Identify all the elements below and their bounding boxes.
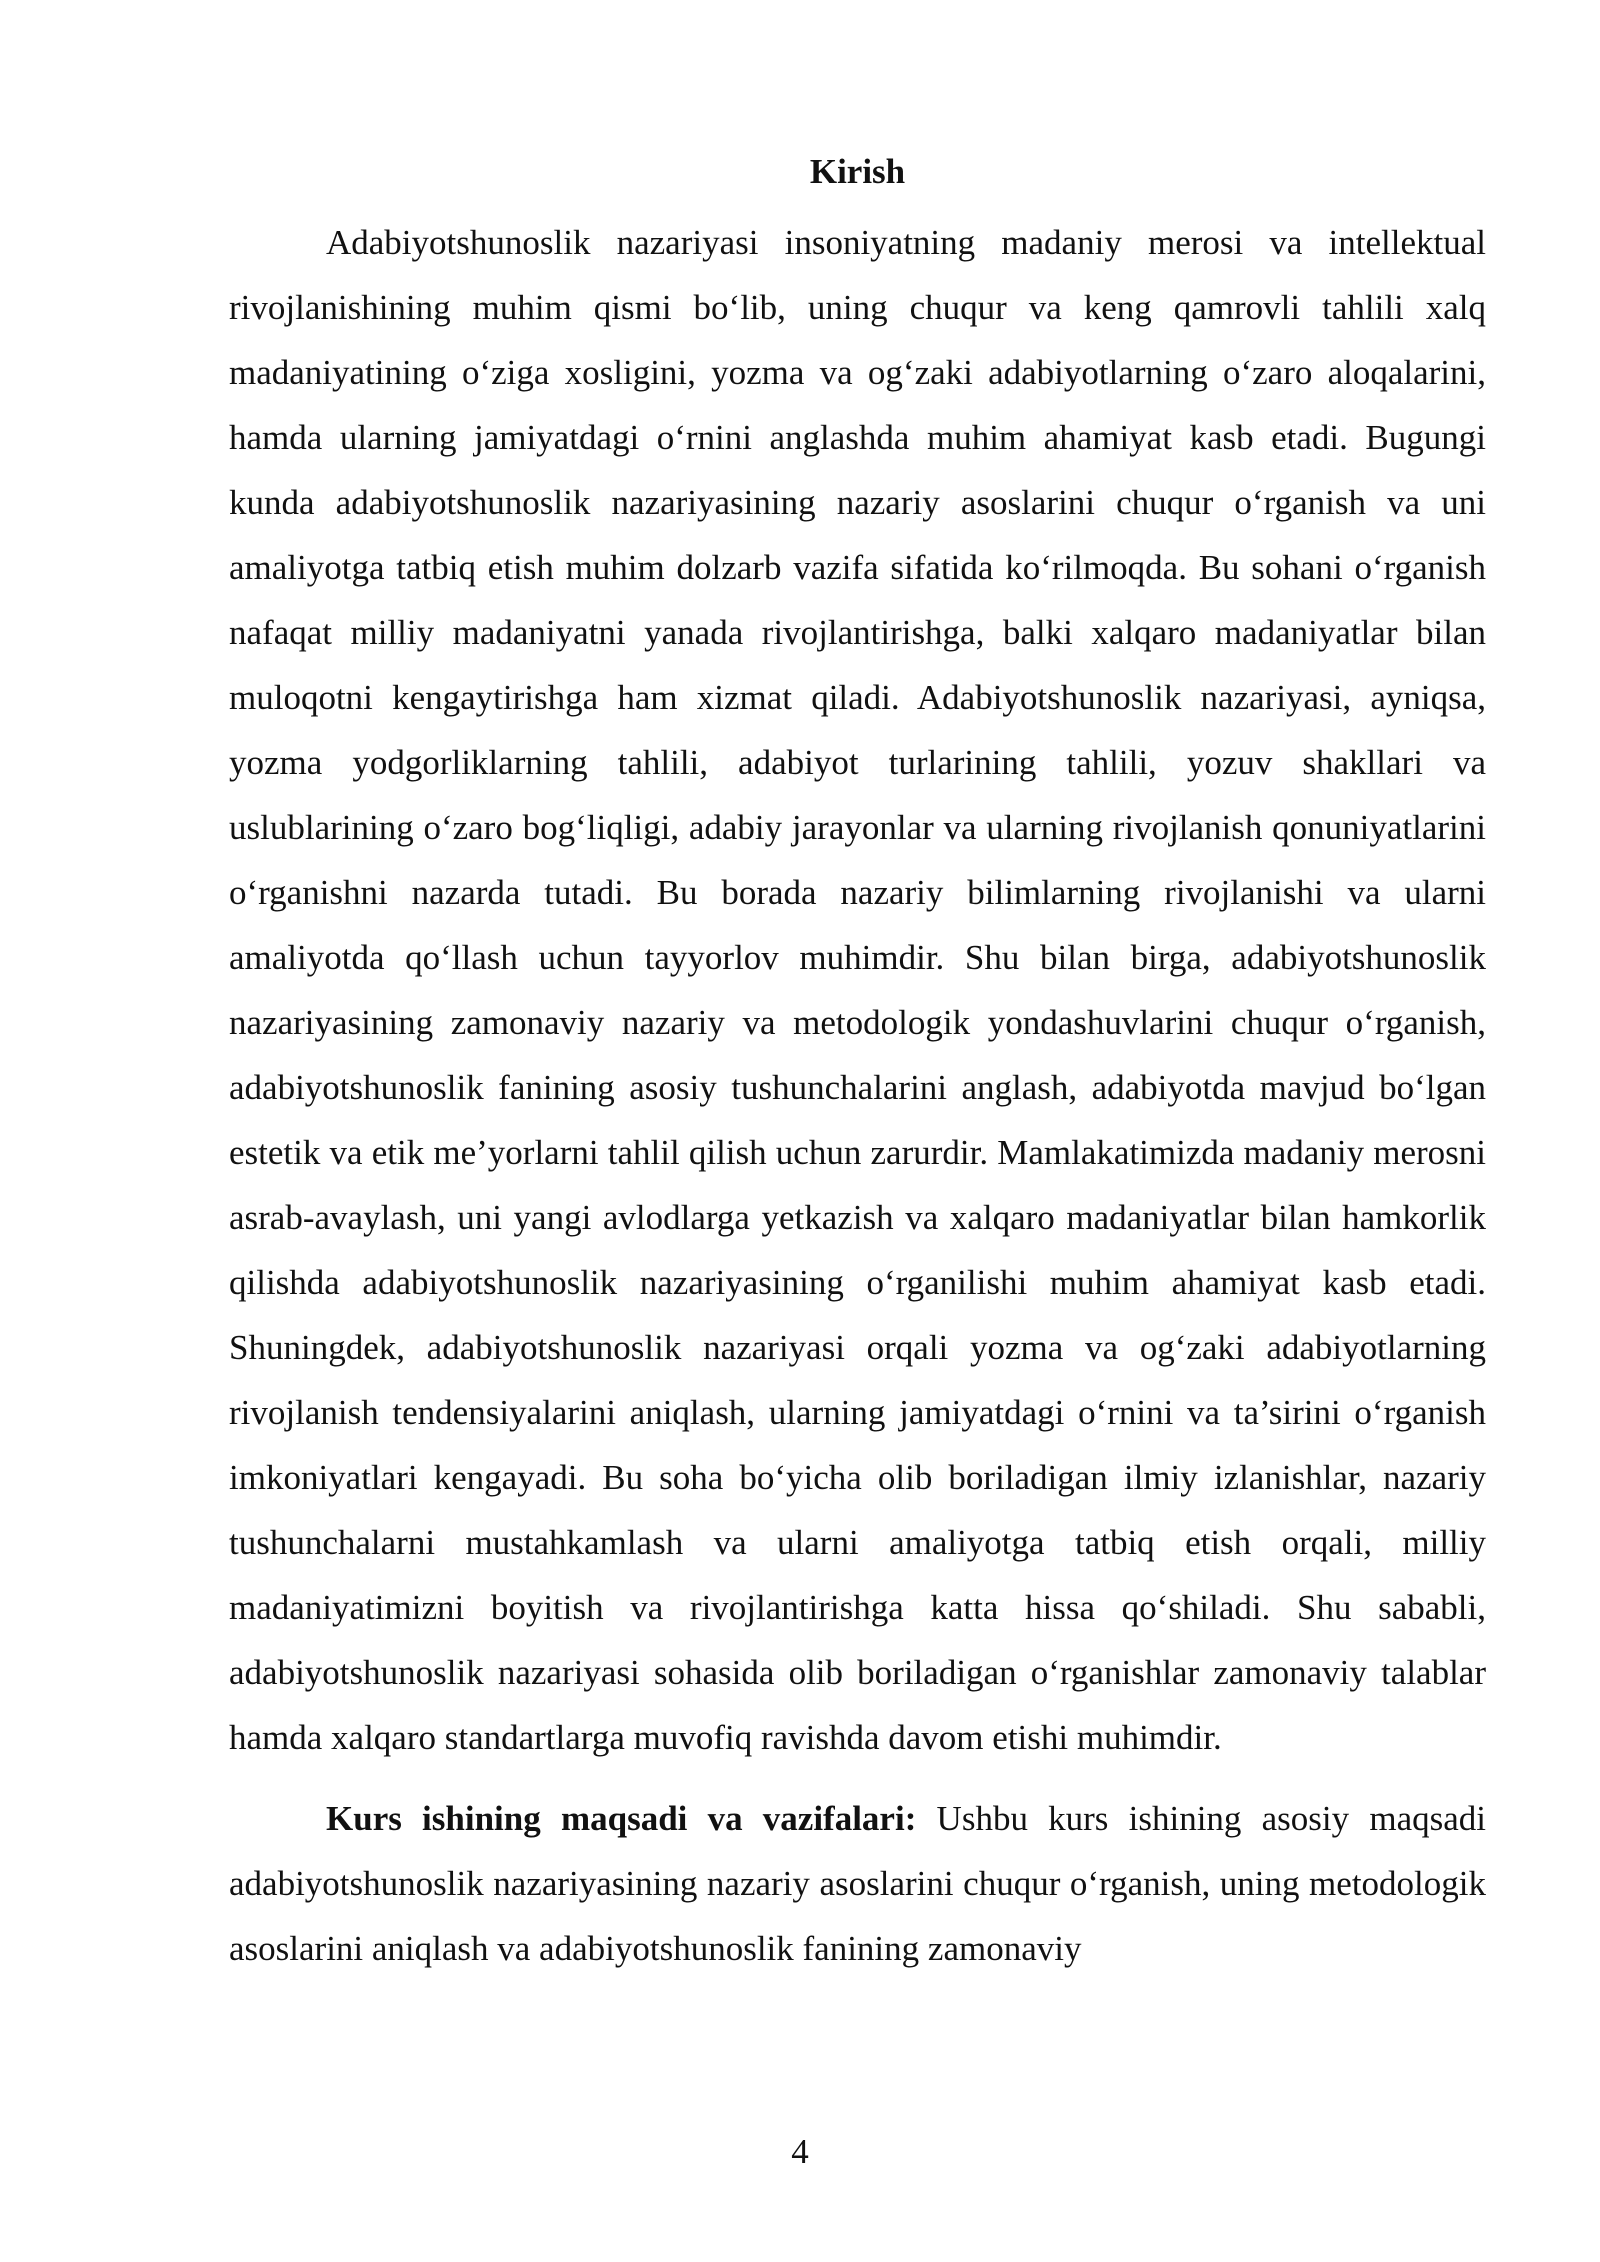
body-paragraph: Adabiyotshunoslik nazariyasi insoniyatning madaniy merosi va intellektual rivojlanishining muhim qismi bo‘lib, uning chuqur va keng qamrovli tahlili xalq madaniyatining o‘ziga xosligini, yozma va og‘zaki adabiyotlarning o‘zaro aloqalarini, hamda ularning jamiyatdagi o‘rnini anglashda muhim ahamiyat kasb etadi. Bugungi kunda adabiyotshunoslik nazariyasining nazariy asoslarini chuqur o‘rganish va uni amaliyotga tatbiq etish muhim dolzarb vazifa sifatida ko‘rilmoqda. Bu sohani o‘rganish nafaqat milliy madaniyatni yanada rivojlantirishga, balki xalqaro madaniyatlar bilan muloqotni kengaytirishga ham xizmat qiladi. Adabiyotshunoslik nazariyasi, ayniqsa, yozma yodgorliklarning tahlili, adabiyot turlarining tahlili, yozuv shakllari va uslublarining o‘zaro bog‘liqligi, adabiy jarayonlar va ularning rivojlanish qonuniyatlarini o‘rganishni nazarda tutadi. Bu borada nazariy bilimlarning rivojlanishi va ularni amaliyotda qo‘llash uchun tayyorlov muhimdir. Shu bilan birga, adabiyotshunoslik nazariyasining zamonaviy nazariy va metodologik yondashuvlarini chuqur o‘rganish, adabiyotshunoslik fanining asosiy tushunchalarini anglash, adabiyotda mavjud bo‘lgan estetik va etik me’yorlarni tahlil qilish uchun zarurdir. Mamlakatimizda madaniy merosni asrab-avaylash, uni yangi avlodlarga yetkazish va xalqaro madaniyatlar bilan hamkorlik qilishda adabiyotshunoslik nazariyasining o‘rganilishi muhim ahamiyat kasb etadi. Shuningdek, adabiyotshunoslik nazariyasi orqali yozma va og‘zaki adabiyotlarning rivojlanish tendensiyalarini aniqlash, ularning jamiyatdagi o‘rnini va ta’sirini o‘rganish imkoniyatlari kengayadi. Bu soha bo‘yicha olib boriladigan ilmiy izlanishlar, nazariy tushunchalarni mustahkamlash va ularni amaliyotga tatbiq etish orqali, milliy madaniyatimizni boyitish va rivojlantirishga katta hissa qo‘shiladi. Shu sababli, adabiyotshunoslik nazariyasi sohasida olib boriladigan o‘rganishlar zamonaviy talablar hamda xalqaro standartlarga muvofiq ravishda davom etishi muhimdir. — [229, 223, 1486, 1757]
body-paragraph — [229, 1786, 1486, 1981]
page-content — [229, 148, 1486, 1981]
paragraph-lead-bold: Kurs ishining maqsadi va vazifalari: — [326, 1799, 917, 1838]
section-heading: Kirish — [809, 152, 906, 191]
page-number: 4 — [791, 2132, 809, 2171]
paragraph-text: Ushbu kurs ishining asosiy maqsadi adabiyotshunoslik nazariyasining nazariy asoslarini chuqur o‘rganish, uning metodologik asoslarini aniqlash va adabiyotshunoslik fanining zamonaviy — [229, 1799, 1486, 1968]
